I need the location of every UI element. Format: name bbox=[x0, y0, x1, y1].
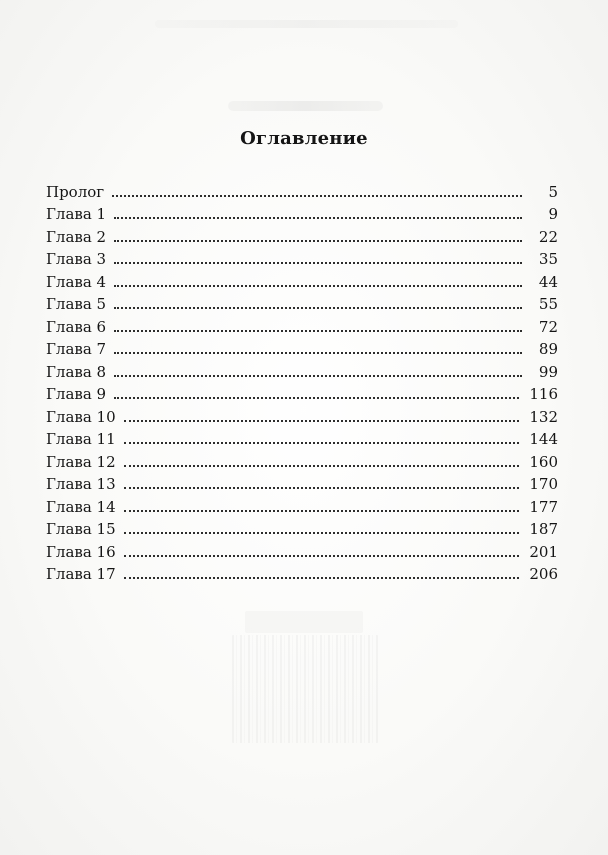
dot-leader bbox=[124, 510, 520, 512]
dot-leader bbox=[114, 330, 522, 332]
toc-page-number: 35 bbox=[538, 250, 558, 268]
toc-page-number: 187 bbox=[529, 520, 558, 538]
dot-leader bbox=[114, 240, 522, 242]
dot-leader bbox=[124, 577, 520, 579]
toc-label: Глава 12 bbox=[46, 452, 116, 471]
dot-leader bbox=[124, 465, 520, 467]
toc-row-chapter-5 bbox=[46, 290, 558, 313]
show-through-logo-block bbox=[245, 611, 363, 633]
toc-row-chapter-4 bbox=[46, 267, 558, 290]
dot-leader bbox=[114, 285, 522, 287]
toc-row-chapter-8 bbox=[46, 357, 558, 380]
dot-leader bbox=[114, 397, 519, 399]
toc-label: Глава 17 bbox=[46, 565, 116, 583]
dot-leader bbox=[112, 195, 522, 197]
toc-label: Глава 8 bbox=[46, 362, 107, 381]
toc-row-chapter-17 bbox=[46, 560, 558, 583]
toc-page-number: 89 bbox=[538, 340, 558, 358]
toc-label: Глава 1 bbox=[46, 205, 107, 223]
toc-row-chapter-3 bbox=[46, 245, 558, 268]
toc-row-chapter-1 bbox=[46, 200, 558, 223]
toc-label: Глава 4 bbox=[46, 272, 107, 291]
toc-row-chapter-7 bbox=[46, 335, 558, 358]
toc-page-number: 201 bbox=[529, 542, 558, 561]
toc-page-number: 144 bbox=[529, 430, 558, 448]
page-title: Оглавление bbox=[240, 128, 368, 149]
toc-page-number: 170 bbox=[529, 475, 558, 493]
toc-row-chapter-9 bbox=[46, 380, 558, 403]
dot-leader bbox=[114, 262, 522, 264]
toc-label: Пролог bbox=[46, 182, 105, 201]
toc-label: Глава 7 bbox=[46, 340, 107, 358]
toc-label: Глава 9 bbox=[46, 385, 107, 403]
toc-page-number: 177 bbox=[529, 497, 558, 516]
dot-leader bbox=[114, 352, 522, 354]
toc-row-chapter-15 bbox=[46, 515, 558, 538]
toc-page-number: 44 bbox=[538, 272, 558, 291]
toc-page-number: 5 bbox=[548, 182, 558, 201]
dot-leader bbox=[124, 420, 520, 422]
toc-label: Глава 11 bbox=[46, 430, 116, 448]
toc-label: Глава 15 bbox=[46, 520, 116, 538]
toc-row-chapter-10 bbox=[46, 402, 558, 425]
toc-label: Глава 14 bbox=[46, 497, 116, 516]
toc-label: Глава 6 bbox=[46, 317, 107, 336]
dot-leader bbox=[114, 307, 522, 309]
toc-label: Глава 5 bbox=[46, 295, 107, 313]
dot-leader bbox=[124, 442, 520, 444]
toc-page-number: 116 bbox=[529, 385, 558, 403]
table-of-contents bbox=[46, 177, 558, 582]
toc-page-number: 72 bbox=[538, 317, 558, 336]
toc-row-chapter-14 bbox=[46, 492, 558, 515]
toc-label: Глава 13 bbox=[46, 475, 116, 493]
dot-leader bbox=[124, 555, 520, 557]
toc-row-chapter-13 bbox=[46, 470, 558, 493]
toc-row-chapter-16 bbox=[46, 537, 558, 560]
toc-row-chapter-12 bbox=[46, 447, 558, 470]
toc-label: Глава 2 bbox=[46, 227, 107, 246]
toc-page-number: 9 bbox=[548, 205, 558, 223]
dot-leader bbox=[114, 375, 522, 377]
show-through-top-text bbox=[155, 20, 458, 28]
dot-leader bbox=[124, 532, 520, 534]
toc-page-number: 160 bbox=[529, 452, 558, 471]
toc-label: Глава 10 bbox=[46, 407, 116, 426]
dot-leader bbox=[124, 487, 520, 489]
show-through-barcode bbox=[232, 635, 378, 743]
toc-page-number: 55 bbox=[538, 295, 558, 313]
toc-page-number: 132 bbox=[529, 407, 558, 426]
toc-row-chapter-2 bbox=[46, 222, 558, 245]
toc-row-prologue bbox=[46, 177, 558, 200]
toc-label: Глава 3 bbox=[46, 250, 107, 268]
toc-page-number: 206 bbox=[529, 565, 558, 583]
toc-row-chapter-6 bbox=[46, 312, 558, 335]
toc-row-chapter-11 bbox=[46, 425, 558, 448]
toc-page-number: 22 bbox=[538, 227, 558, 246]
show-through-author-text bbox=[228, 101, 383, 111]
toc-label: Глава 16 bbox=[46, 542, 116, 561]
dot-leader bbox=[114, 217, 522, 219]
toc-page-number: 99 bbox=[538, 362, 558, 381]
